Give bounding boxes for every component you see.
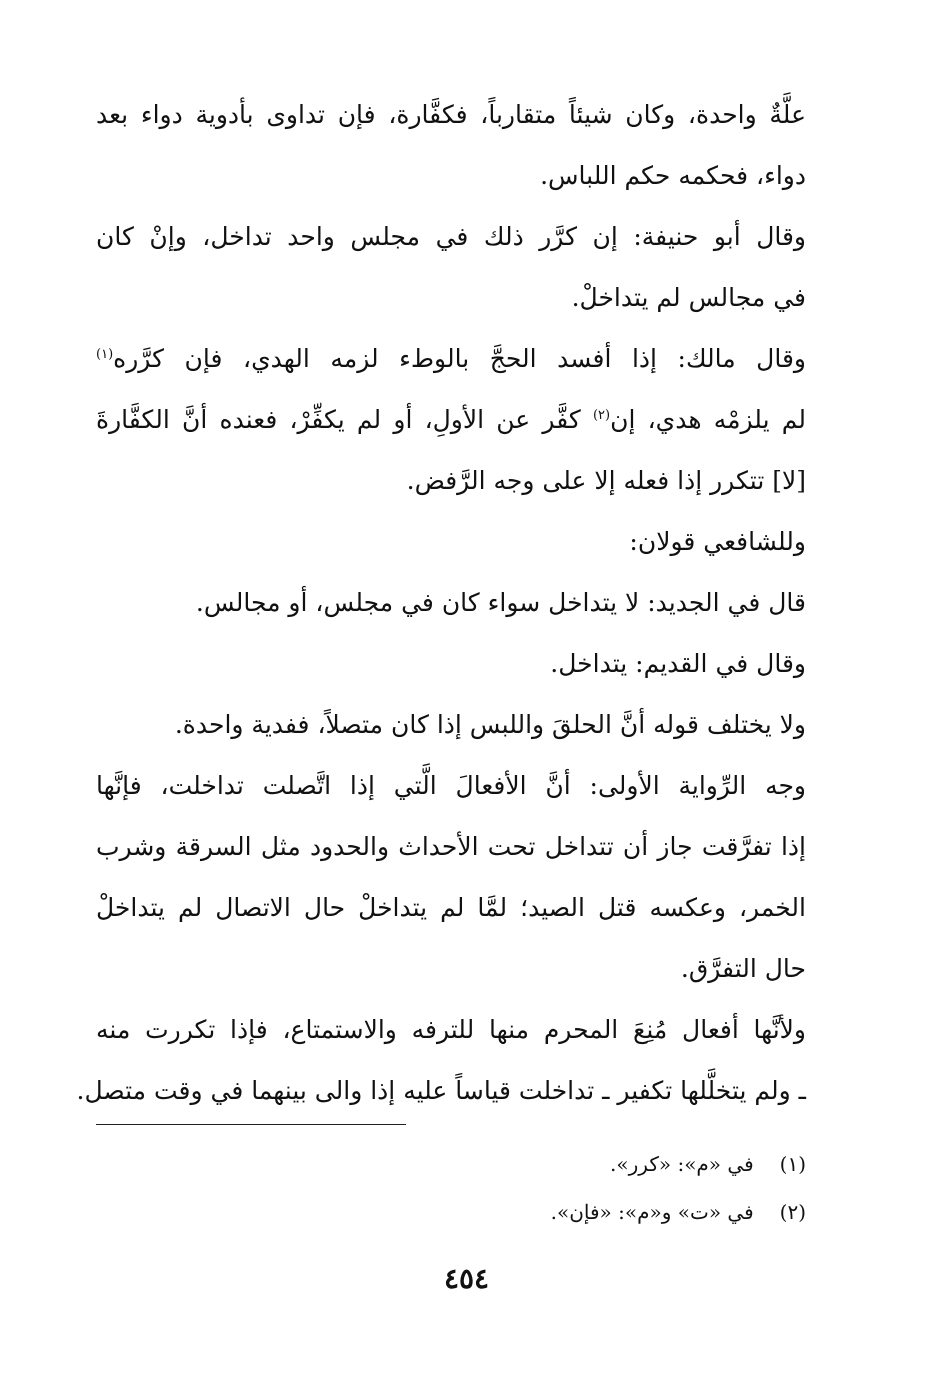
footnote-1-number: (١)	[779, 1152, 806, 1176]
paragraph-2-line-2: في مجالس لم يتداخلْ.	[571, 283, 806, 312]
footnote-2	[96, 1196, 806, 1228]
paragraph-9-line-2: ـ ولم يتخلَّلها تكفير ـ تداخلت قياساً عليه إذا والى بينهما في وقت متصل.	[76, 1076, 806, 1105]
paragraph-3-line-3: [لا] تتكرر إذا فعله إلا على وجه الرَّفض.	[406, 466, 806, 495]
paragraph-6: وقال في القديم: يتداخل.	[550, 649, 806, 678]
paragraph-3-line-2	[96, 400, 806, 440]
paragraph-8-line-2: إذا تفرَّقت جاز أن تتداخل تحت الأحداث والحدود مثل السرقة وشرب	[96, 832, 806, 861]
paragraph-2-line-1: وقال أبو حنيفة: إن كرَّر ذلك في مجلس واحد تداخل، وإنْ كان	[96, 222, 806, 251]
paragraph-3-line-2-text-a: لم يلزمْه هدي، إن	[610, 405, 806, 434]
paragraph-5: قال في الجديد: لا يتداخل سواء كان في مجلس، أو مجالس.	[195, 588, 806, 617]
paragraph-9-line-1: ولأنَّها أفعال مُنِعَ المحرم منها للترفه والاستمتاع، فإذا تكررت منه	[96, 1015, 806, 1044]
paragraph-4: وللشافعي قولان:	[629, 527, 806, 556]
footnote-2-number: (٢)	[779, 1200, 806, 1224]
paragraph-1-line-1: علَّةٌ واحدة، وكان شيئاً متقارباً، فكفَّارة، فإن تداوى بأدوية دواء بعد	[96, 100, 806, 129]
paragraph-1-line-2: دواء، فحكمه حكم اللباس.	[540, 161, 806, 190]
paragraph-3-line-1-text: وقال مالك: إذا أفسد الحجَّ بالوطء لزمه الهدي، فإن كرَّره	[113, 344, 806, 373]
footnote-marker-2[interactable]: (٢)	[592, 408, 611, 423]
paragraph-3-line-1	[96, 339, 806, 379]
book-page	[76, 0, 806, 1381]
paragraph-7: ولا يختلف قوله أنَّ الحلقَ واللبس إذا كان متصلاً، ففدية واحدة.	[174, 710, 806, 739]
footnote-1	[96, 1148, 806, 1180]
paragraph-3-line-2-text-b: كفَّر عن الأولِ، أو لم يكفِّرْ، فعنده أنَّ الكفَّارةَ	[96, 405, 593, 434]
footnote-marker-1[interactable]: (١)	[96, 347, 114, 362]
paragraph-8-line-3: الخمر، وعكسه قتل الصيد؛ لمَّا لم يتداخلْ حال الاتصال لم يتداخلْ	[96, 893, 806, 922]
paragraph-8-line-1: وجه الرِّواية الأولى: أنَّ الأفعالَ الَّتي إذا اتَّصلت تداخلت، فإنَّها	[96, 771, 806, 800]
page-number: ٤٥٤	[443, 1262, 490, 1295]
footnote-1-text: في «م»: «كرر».	[610, 1152, 754, 1176]
footnote-separator	[96, 1124, 406, 1125]
footnote-2-text: في «ت» و«م»: «فإن».	[550, 1200, 754, 1224]
paragraph-8-line-4: حال التفرَّق.	[680, 954, 806, 983]
